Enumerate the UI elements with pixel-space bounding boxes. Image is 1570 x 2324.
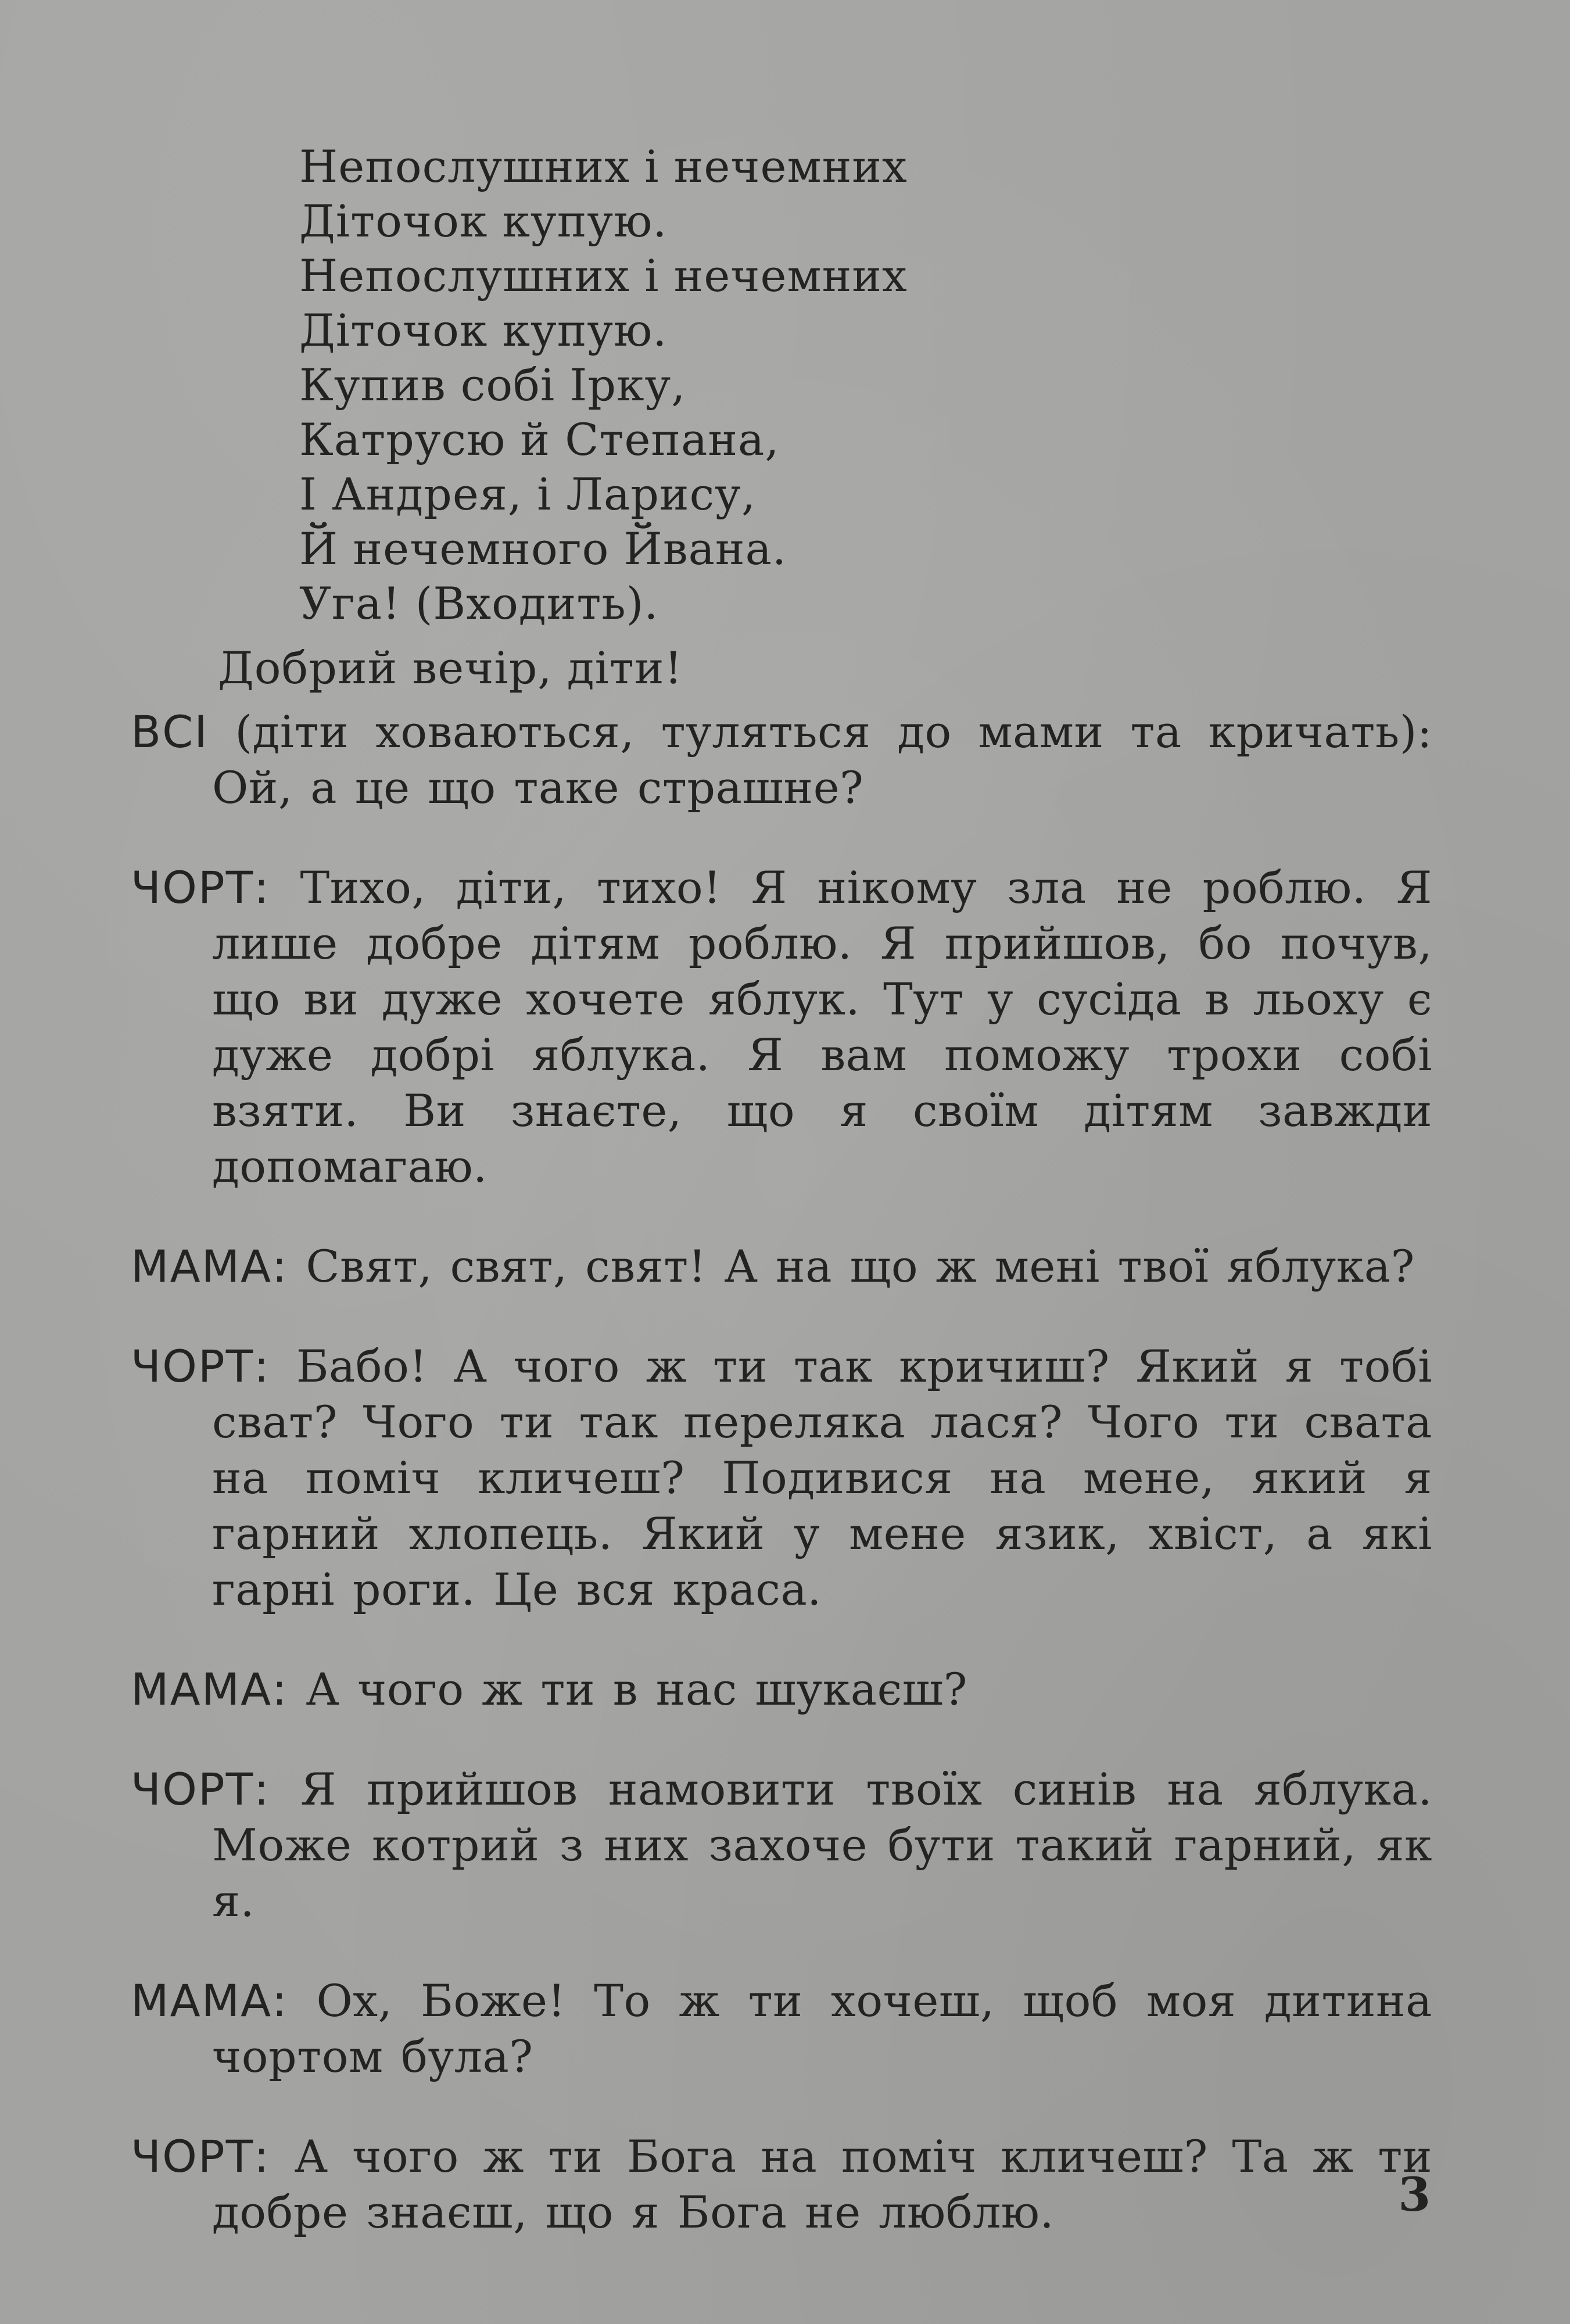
verse-line: І Андрея, і Ларису, (299, 468, 757, 520)
page-number: 3 (1398, 2167, 1431, 2222)
verse-line: Діточок купую. (299, 195, 668, 247)
greeting-line: Добрий вечір, діти! (218, 642, 683, 694)
speaker-label: ЧОРТ: (131, 2131, 270, 2182)
speech-text: Тихо, діти, тихо! Я нікому зла не роблю. Я лише добре дітям роблю. Я прийшов, бо почув, що ви дуже хочете яблук. Тут у сусіда в льоху є дуже добрі яблука. Я вам поможу трохи собі взяти. Ви знаєте, що я своїм дітям завжди допомагаю. (212, 862, 1432, 1192)
speech-text: А чого ж ти Бога на поміч кличеш? Та ж ти добре знаєш, що я Бога не люблю. (212, 2131, 1432, 2238)
speech-all (131, 704, 1432, 816)
speech-mama (131, 1662, 1432, 1717)
speech-chort (131, 1762, 1432, 1929)
speech-text: А чого ж ти в нас шукаєш? (288, 1663, 968, 1715)
verse-line: Непослушних і нечемних (299, 141, 908, 192)
speaker-label: ЧОРТ: (131, 862, 270, 913)
verse-line: Уга! (Входить). (299, 578, 659, 629)
speaker-label: МАМА: (131, 1975, 288, 2027)
speech-text: Свят, свят, свят! А на що ж мені твої яблука? (288, 1240, 1415, 1292)
verse-line: Й нечемного Йвана. (299, 523, 787, 575)
verse-line: Катрусю й Степана, (299, 414, 780, 465)
speech-text: Я прийшов намовити твоїх синів на яблука. Може котрий з них захоче бути такий гарний, як я. (212, 1763, 1432, 1927)
speaker-label: ВСІ (131, 706, 209, 758)
speaker-label: МАМА: (131, 1663, 288, 1715)
speech-text: Ох, Боже! То ж ти хочеш, щоб моя дитина чортом була? (212, 1975, 1432, 2082)
speech-text: Бабо! А чого ж ти так кричиш? Який я тобі сват? Чого ти так переляка лася? Чого ти свата на поміч кличеш? Подивися на мене, який я гарний хлопець. Який у мене язик, хвіст, а які гарні роги. Це вся краса. (212, 1340, 1432, 1615)
speech-chort (131, 2129, 1432, 2240)
verse-block (299, 139, 1432, 631)
speaker-label: МАМА: (131, 1240, 288, 1292)
speaker-label: ЧОРТ: (131, 1763, 270, 1815)
speech-chort (131, 860, 1432, 1195)
speaker-label: ЧОРТ: (131, 1340, 270, 1392)
verse-line: Купив собі Ірку, (299, 359, 686, 411)
speech-text: (діти ховаються, туляться до мами та кричать): Ой, а це що таке страшне? (208, 706, 1432, 813)
speech-chort (131, 1339, 1432, 1618)
verse-line: Діточок купую. (299, 304, 668, 356)
speech-mama (131, 1973, 1432, 2085)
page-text (131, 139, 1432, 2284)
speech-mama (131, 1239, 1432, 1294)
verse-line: Непослушних і нечемних (299, 250, 908, 302)
